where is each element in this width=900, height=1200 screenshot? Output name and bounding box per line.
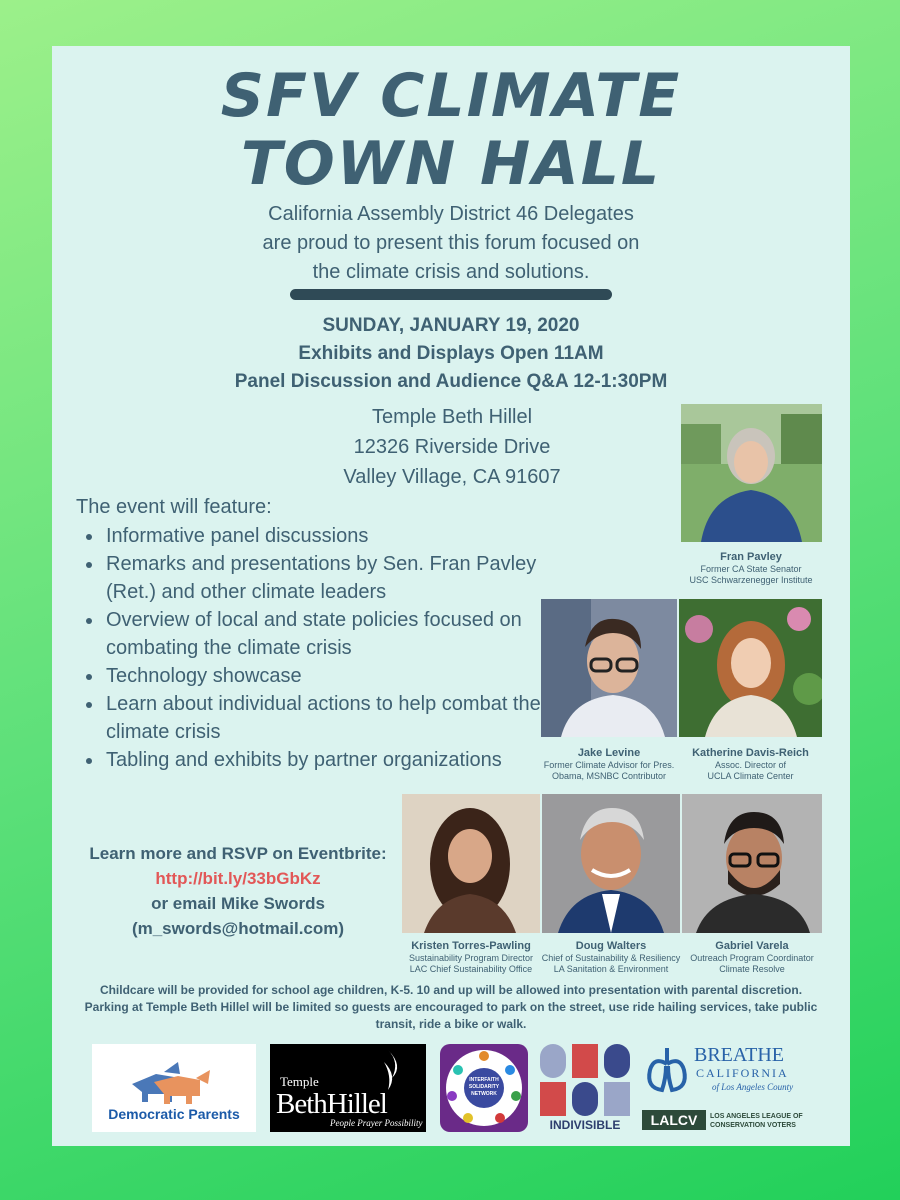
speaker-name: Katherine Davis-Reich — [692, 747, 809, 759]
caption-fran-pavley — [652, 550, 850, 586]
speaker-title-line: LAC Chief Sustainability Office — [409, 964, 533, 974]
venue-street: 12326 Riverside Drive — [353, 436, 551, 458]
speaker-title-line: LA Sanitation & Environment — [553, 964, 669, 974]
breathe-sub-text: of Los Angeles County — [712, 1082, 794, 1092]
rsvp-email[interactable]: (m_swords@hotmail.com) — [131, 919, 345, 938]
notes-block — [72, 982, 830, 1033]
rsvp-heading: Learn more and RSVP on Eventbrite: — [89, 844, 387, 863]
caption-gabriel-varela — [682, 939, 822, 975]
feature-item: • Overview of local and state policies focused on combating the climate crisis — [104, 606, 564, 662]
temple-big-text: BethHillel — [276, 1088, 387, 1120]
lalcv-full-line-1: LOS ANGELES LEAGUE OF — [710, 1113, 803, 1120]
speaker-name: Jake Levine — [577, 747, 641, 759]
speaker-title-line: Former CA State Senator — [700, 564, 802, 574]
california-text: CALIFORNIA — [696, 1066, 789, 1080]
photo-doug-walters — [542, 794, 680, 933]
intro-line-2: are proud to present this forum focused on — [262, 232, 640, 254]
photo-kristen-torres-pawling — [402, 794, 540, 933]
speaker-title-line: Assoc. Director of — [714, 760, 787, 770]
feature-item: • Learn about individual actions to help combat the climate crisis — [104, 690, 564, 746]
caption-kristen-torres-pawling — [402, 939, 540, 975]
features-list — [82, 522, 564, 774]
speaker-title-line: Climate Resolve — [719, 964, 785, 974]
speaker-title-line: USC Schwarzenegger Institute — [689, 575, 813, 585]
childcare-note: Childcare will be provided for school age children, K-5. 10 and up will be allowed into presentation with parental discretion. — [99, 983, 803, 997]
interfaith-text: INTERFAITH SOLIDARITY NETWORK — [468, 1077, 500, 1097]
logo-indivisible — [540, 1044, 630, 1134]
speaker-title-line: Former Climate Advisor for Pres. — [543, 760, 675, 770]
lalcv-badge: LALCV — [642, 1110, 706, 1130]
logo-temple-beth-hillel — [270, 1044, 426, 1132]
caption-doug-walters — [538, 939, 684, 975]
feature-item: • Informative panel discussions — [104, 522, 564, 550]
logo-interfaith-solidarity-network — [440, 1044, 528, 1132]
event-date: SUNDAY, JANUARY 19, 2020 — [322, 315, 580, 336]
breathe-text: BREATHE — [694, 1044, 784, 1066]
venue-name: Temple Beth Hillel — [371, 406, 533, 428]
event-panel: Panel Discussion and Audience Q&A 12-1:30PM — [234, 371, 668, 392]
title-line-1: SFV CLIMATE — [220, 61, 682, 131]
speaker-title-line: Obama, MSNBC Contributor — [551, 771, 667, 781]
flyer-panel — [52, 46, 850, 1146]
speaker-name: Gabriel Varela — [715, 940, 789, 952]
photo-jake-levine — [541, 599, 677, 737]
brush-divider — [290, 289, 612, 300]
speaker-title-line: Outreach Program Coordinator — [690, 953, 814, 963]
venue-city: Valley Village, CA 91607 — [343, 466, 561, 488]
speaker-name: Fran Pavley — [720, 551, 782, 563]
temple-small-text: Temple — [280, 1074, 319, 1089]
temple-tagline: People Prayer Possibility — [330, 1118, 423, 1128]
eventbrite-link[interactable]: http://bit.ly/33bGbKz — [155, 869, 321, 888]
speaker-title-line: Sustainability Program Director — [408, 953, 534, 963]
parking-note: Parking at Temple Beth Hillel will be limited so guests are encouraged to park on the street, use ride hailing services, take public transit, ride a bike or walk. — [84, 1000, 818, 1031]
rsvp-email-label: or email Mike Swords — [151, 894, 325, 913]
democratic-parents-text: Democratic Parents — [108, 1106, 240, 1122]
features-heading: The event will feature: — [76, 496, 272, 518]
intro-line-1: California Assembly District 46 Delegates — [268, 203, 634, 225]
rsvp-block — [68, 841, 408, 941]
feature-item: • Technology showcase — [104, 662, 564, 690]
title-line-2: TOWN HALL — [240, 129, 662, 199]
lalcv-full-line-2: CONSERVATION VOTERS — [710, 1122, 796, 1129]
speaker-name: Doug Walters — [575, 940, 647, 952]
feature-item: • Remarks and presentations by Sen. Fran Pavley (Ret.) and other climate leaders — [104, 550, 564, 606]
feature-item: • Tabling and exhibits by partner organizations — [104, 746, 564, 774]
logo-breathe-lalcv — [640, 1042, 810, 1136]
indivisible-text: INDIVISIBLE — [549, 1118, 621, 1132]
caption-jake-levine — [541, 746, 677, 782]
intro-line-3: the climate crisis and solutions. — [312, 261, 590, 283]
speaker-title-line: Chief of Sustainability & Resiliency — [541, 953, 681, 963]
photo-gabriel-varela — [682, 794, 822, 933]
logo-democratic-parents — [92, 1044, 256, 1132]
photo-katherine-davis-reich — [679, 599, 822, 737]
speaker-title-line: UCLA Climate Center — [707, 771, 794, 781]
caption-katherine-davis-reich — [679, 746, 822, 782]
speaker-name: Kristen Torres-Pawling — [411, 940, 531, 952]
photo-fran-pavley — [681, 404, 822, 542]
event-exhibits: Exhibits and Displays Open 11AM — [298, 343, 604, 364]
